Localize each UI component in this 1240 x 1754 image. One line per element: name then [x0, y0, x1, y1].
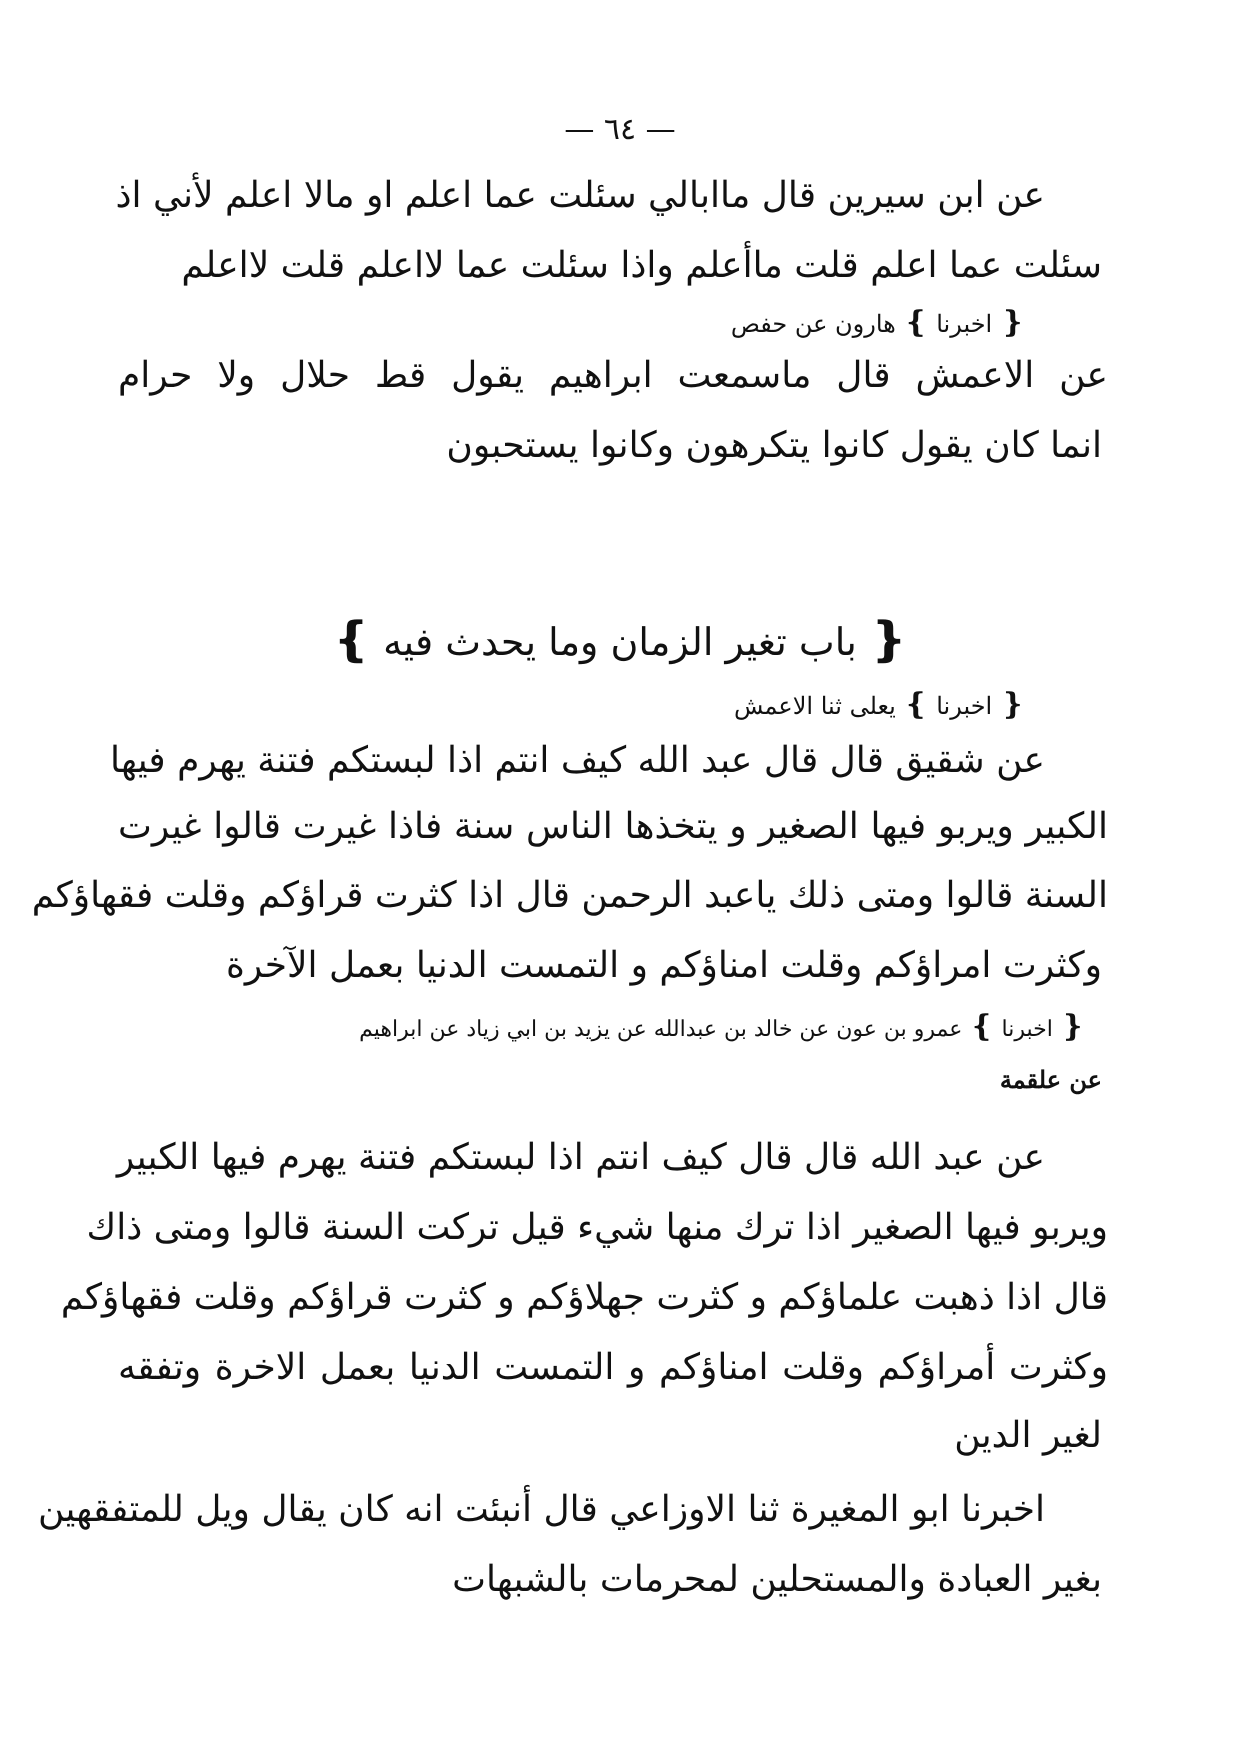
text-line: عن شقيق قال قال عبد الله كيف انتم اذا لبستكم فتنة يهرم فيها [110, 740, 1045, 781]
ornament-bracket-open-icon: ❴ [868, 612, 908, 666]
text-line: وكثرت امراؤكم وقلت امناؤكم و التمست الدنيا بعمل الآخرة [226, 945, 1102, 986]
ornament-bracket-close-icon: ❵ [903, 305, 929, 340]
text-line: عن الاعمش قال ماسمعت ابراهيم يقول قط حلال ولا حرام [118, 355, 1108, 396]
text-line: بغير العبادة والمستحلين لمحرمات بالشبهات [452, 1559, 1102, 1600]
section-heading-text: باب تغير الزمان وما يحدث فيه [383, 620, 857, 664]
ornament-bracket-close-icon: ❵ [332, 612, 372, 666]
ornament-bracket-open-icon: ❴ [1059, 1009, 1085, 1044]
isnad-chain: هارون عن حفص [730, 310, 896, 338]
ornament-bracket-open-icon: ❴ [999, 305, 1025, 340]
isnad-label: اخبرنا [936, 692, 993, 720]
text-line: عن ابن سيرين قال ماابالي سئلت عما اعلم او مالا اعلم لأني اذ [115, 175, 1045, 216]
text-line: قال اذا ذهبت علماؤكم و كثرت جهلاؤكم و كثرت قراؤكم وقلت فقهاؤكم [60, 1277, 1108, 1318]
ornament-bracket-open-icon: ❴ [999, 687, 1025, 722]
isnad-label: اخبرنا [936, 310, 993, 338]
section-heading [0, 612, 1240, 666]
isnad-line [730, 305, 1025, 340]
text-line: انما كان يقول كانوا يتكرهون وكانوا يستحبون [446, 425, 1102, 466]
isnad-line [359, 1009, 1085, 1044]
isnad-continuation: عن علقمة [999, 1065, 1102, 1094]
ornament-bracket-close-icon: ❵ [969, 1009, 995, 1044]
page-number: — ٦٤ — [564, 112, 676, 147]
text-line: السنة قالوا ومتى ذلك ياعبد الرحمن قال اذا كثرت قراؤكم وقلت فقهاؤكم [31, 875, 1108, 916]
text-line: الكبير ويربو فيها الصغير و يتخذها الناس سنة فاذا غيرت قالوا غيرت [118, 806, 1108, 847]
text-line: ويربو فيها الصغير اذا ترك منها شيء قيل تركت السنة قالوا ومتى ذاك [86, 1207, 1108, 1248]
isnad-label: اخبرنا [1001, 1017, 1053, 1042]
text-line: وكثرت أمراؤكم وقلت امناؤكم و التمست الدنيا بعمل الاخرة وتفقه [118, 1347, 1108, 1388]
isnad-line [733, 687, 1025, 722]
text-line: اخبرنا ابو المغيرة ثنا الاوزاعي قال أنبئت انه كان يقال ويل للمتفقهين [37, 1489, 1045, 1530]
ornament-bracket-close-icon: ❵ [903, 687, 929, 722]
text-line: عن عبد الله قال قال كيف انتم اذا لبستكم فتنة يهرم فيها الكبير [116, 1137, 1045, 1178]
isnad-chain: عمرو بن عون عن خالد بن عبدالله عن يزيد بن ابي زياد عن ابراهيم [359, 1017, 963, 1042]
text-line: سئلت عما اعلم قلت ماأعلم واذا سئلت عما لااعلم قلت لااعلم [181, 245, 1102, 286]
isnad-chain: يعلى ثنا الاعمش [733, 692, 896, 720]
text-line: لغير الدين [954, 1415, 1102, 1456]
